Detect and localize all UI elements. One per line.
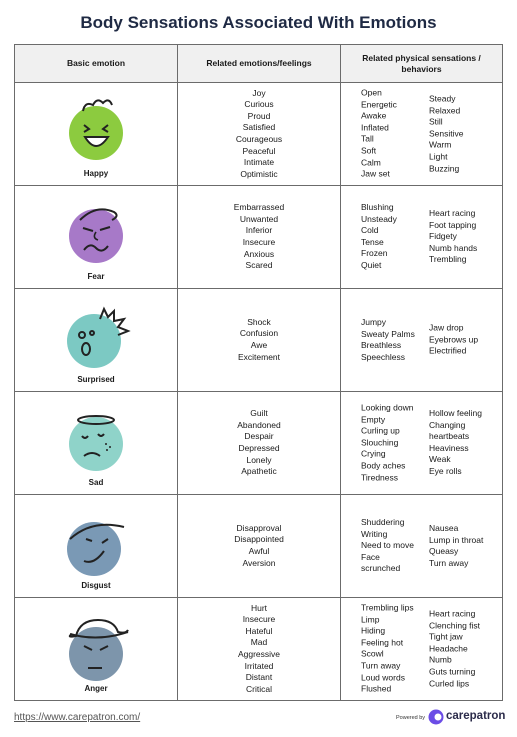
- sensation-item: Queasy: [429, 546, 459, 556]
- feeling-item: Insecure: [242, 237, 276, 247]
- emotion-name: Disgust: [81, 580, 111, 590]
- sensation-item: Clenching fist: [429, 620, 481, 631]
- sensation-item: Soft: [361, 145, 377, 156]
- emotion-name: Anger: [84, 683, 108, 693]
- sensation-item: Calm: [361, 157, 381, 168]
- sensation-column: [429, 608, 480, 689]
- sensation-item: Flushed: [361, 683, 392, 694]
- sensation-item: Heart racing: [429, 608, 476, 619]
- sensation-item: Limp: [361, 614, 380, 625]
- sensations-cell: [341, 186, 503, 289]
- feeling-item: Guilt: [250, 408, 268, 419]
- sensations-cell: [341, 598, 503, 701]
- table-row: [15, 83, 503, 186]
- emotion-cell: [15, 495, 178, 598]
- feeling-item: Courageous: [235, 134, 283, 144]
- feeling-item: Inferior: [245, 225, 273, 236]
- sensation-item: Feeling hot: [361, 637, 404, 648]
- emotion-name: Happy: [83, 168, 109, 178]
- feeling-item: Excitement: [237, 351, 281, 362]
- table-row: [15, 289, 503, 392]
- sensation-item: heartbeats: [429, 431, 470, 442]
- sensation-item: Trembling: [429, 254, 467, 265]
- sensations-cell: [341, 289, 503, 392]
- sensation-item: Jumpy: [361, 316, 387, 327]
- sensation-item: Tense: [361, 237, 384, 247]
- feeling-item: Distant: [245, 672, 273, 683]
- anger-face-icon: [56, 606, 136, 682]
- disgust-face-icon: [56, 503, 136, 579]
- sensation-item: Light: [429, 151, 448, 162]
- sensation-item: Writing: [361, 528, 388, 539]
- header-physical-sensations: Related physical sensations / behaviors: [341, 45, 503, 83]
- emotion-name: Surprised: [77, 374, 115, 384]
- feeling-item: Curious: [244, 99, 274, 110]
- emotion-cell: [15, 83, 178, 186]
- feeling-item: Awful: [248, 546, 270, 556]
- sensation-item: Loud words: [361, 672, 405, 683]
- sensations-cell: [341, 83, 503, 186]
- sensation-column: [429, 208, 477, 266]
- emotion-cell: [15, 392, 178, 495]
- emotions-table: [14, 44, 503, 701]
- feeling-item: Disapproval: [236, 522, 282, 533]
- fear-face-icon: [56, 194, 136, 270]
- feelings-cell: [178, 186, 341, 289]
- feeling-item: Insecure: [242, 614, 276, 625]
- sensation-item: Scowl: [361, 649, 384, 659]
- sensation-item: Fidgety: [429, 231, 457, 242]
- carepatron-link[interactable]: https://www.carepatron.com/: [14, 712, 141, 723]
- sensation-item: Shuddering: [361, 517, 405, 528]
- sensation-item: Jaw drop: [429, 322, 464, 333]
- sensations-cell: [341, 392, 503, 495]
- sensation-item: Numb hands: [429, 242, 478, 253]
- feeling-item: Optimistic: [240, 168, 278, 179]
- sensation-item: Trembling lips: [361, 602, 414, 613]
- page-title: Body Sensations Associated With Emotions: [80, 13, 437, 32]
- sensation-item: Looking down: [361, 402, 414, 413]
- feeling-item: Unwanted: [239, 213, 279, 224]
- sensation-item: Sweaty Palms: [361, 328, 415, 339]
- sensation-item: Heaviness: [429, 443, 469, 453]
- feeling-item: Proud: [247, 110, 271, 121]
- feeling-item: Anxious: [243, 248, 275, 259]
- sensation-item: Empty: [361, 414, 386, 425]
- sensation-item: Hiding: [361, 625, 386, 636]
- sensation-item: Foot tapping: [429, 219, 477, 230]
- feeling-item: Embarrassed: [233, 202, 285, 213]
- surprised-face-icon: [56, 297, 136, 373]
- feeling-item: Disappointed: [234, 534, 284, 545]
- sensation-item: Need to move: [361, 540, 414, 551]
- sensation-item: Breathless: [361, 340, 402, 350]
- feelings-cell: [178, 598, 341, 701]
- feeling-item: Irritated: [244, 660, 274, 671]
- sensation-item: Jaw set: [361, 168, 390, 179]
- table-row: [15, 495, 503, 598]
- emotion-name: Fear: [87, 271, 105, 281]
- sensation-item: Changing: [429, 419, 466, 430]
- sensation-item: Relaxed: [429, 105, 461, 116]
- sensation-item: scrunched: [361, 563, 401, 574]
- feeling-item: Confusion: [239, 328, 279, 339]
- emotion-cell: [15, 289, 178, 392]
- feeling-item: Lonely: [246, 454, 272, 465]
- sensation-item: Buzzing: [429, 162, 460, 173]
- feeling-item: Aggressive: [237, 649, 281, 659]
- feeling-item: Mad: [250, 637, 268, 648]
- feeling-item: Shock: [247, 316, 271, 327]
- sensation-item: Weak: [429, 454, 451, 465]
- header-basic-emotion: Basic emotion: [15, 45, 178, 83]
- sensation-item: Curled lips: [429, 677, 470, 688]
- sensation-item: Open: [361, 87, 382, 98]
- sensation-item: Tight jaw: [429, 631, 463, 642]
- sensations-cell: [341, 495, 503, 598]
- sensation-item: Face: [361, 551, 380, 562]
- feeling-item: Apathetic: [241, 466, 277, 477]
- sensation-item: Numb: [429, 654, 452, 665]
- sensation-column: [429, 93, 464, 174]
- sensation-item: Awake: [361, 110, 387, 121]
- sensation-item: Sensitive: [429, 128, 464, 139]
- sensation-column: [361, 517, 414, 575]
- sensation-item: Guts turning: [429, 666, 476, 677]
- feelings-cell: [178, 289, 341, 392]
- sensation-column: [429, 323, 478, 358]
- sensation-item: Crying: [361, 448, 386, 459]
- sensation-item: Tall: [361, 134, 374, 144]
- sensation-item: Lump in throat: [429, 534, 484, 545]
- sensation-item: Tiredness: [361, 471, 399, 482]
- happy-face-icon: [56, 91, 136, 167]
- table-header-row: [15, 45, 503, 83]
- sensation-item: Speechless: [361, 351, 405, 362]
- feelings-cell: [178, 83, 341, 186]
- feeling-item: Scared: [245, 260, 273, 271]
- sensation-item: Steady: [429, 93, 456, 104]
- feeling-item: Abandoned: [237, 419, 281, 430]
- sensation-item: Unsteady: [361, 213, 397, 224]
- feeling-item: Hateful: [245, 625, 273, 636]
- emotion-name: Sad: [88, 477, 104, 487]
- sensation-item: Hollow feeling: [429, 408, 482, 419]
- carepatron-logo-icon: [428, 709, 444, 725]
- sensation-column: [361, 402, 413, 483]
- table-row: [15, 598, 503, 701]
- sensation-item: Curling up: [361, 425, 400, 436]
- emotion-cell: [15, 186, 178, 289]
- feeling-item: Despair: [244, 431, 274, 442]
- sensation-item: Frozen: [361, 248, 388, 259]
- sensation-item: Energetic: [361, 99, 397, 110]
- header-related-feelings: Related emotions/feelings: [178, 45, 341, 83]
- feelings-cell: [178, 495, 341, 598]
- emotion-cell: [15, 598, 178, 701]
- feeling-item: Depressed: [238, 443, 280, 453]
- sensation-item: Heart racing: [429, 208, 476, 219]
- sensation-item: Nausea: [429, 522, 459, 533]
- table-row: [15, 186, 503, 289]
- feeling-item: Satisfied: [242, 122, 276, 133]
- table-row: [15, 392, 503, 495]
- sensation-column: [361, 603, 414, 696]
- sensation-item: Body aches: [361, 460, 406, 471]
- sensation-item: Electrified: [429, 345, 467, 356]
- sensation-item: Quiet: [361, 260, 382, 271]
- sensation-column: [361, 202, 397, 272]
- feelings-cell: [178, 392, 341, 495]
- sensation-item: Turn away: [361, 660, 401, 671]
- sensation-column: [361, 88, 397, 181]
- sensation-column: [361, 317, 415, 363]
- sensation-item: Turn away: [429, 557, 469, 568]
- sensation-item: Slouching: [361, 437, 399, 448]
- feeling-item: Hurt: [250, 602, 268, 613]
- powered-by-label: Powered by: [396, 715, 426, 721]
- feeling-item: Intimate: [243, 157, 275, 168]
- sad-face-icon: [56, 400, 136, 476]
- sensation-item: Still: [429, 116, 443, 127]
- sensation-item: Blushing: [361, 202, 394, 213]
- sensation-column: [429, 523, 483, 569]
- sensation-item: Inflated: [361, 122, 389, 133]
- sensation-column: [429, 408, 482, 478]
- sensation-item: Warm: [429, 139, 452, 150]
- feeling-item: Peaceful: [242, 145, 276, 156]
- feeling-item: Aversion: [242, 557, 276, 568]
- feeling-item: Joy: [252, 87, 266, 98]
- sensation-item: Cold: [361, 225, 379, 236]
- feeling-item: Awe: [250, 340, 268, 350]
- carepatron-brand: carepatron: [446, 710, 506, 722]
- sensation-item: Headache: [429, 643, 468, 654]
- feeling-item: Critical: [246, 683, 272, 694]
- sensation-item: Eye rolls: [429, 466, 462, 477]
- sensation-item: Eyebrows up: [429, 334, 479, 345]
